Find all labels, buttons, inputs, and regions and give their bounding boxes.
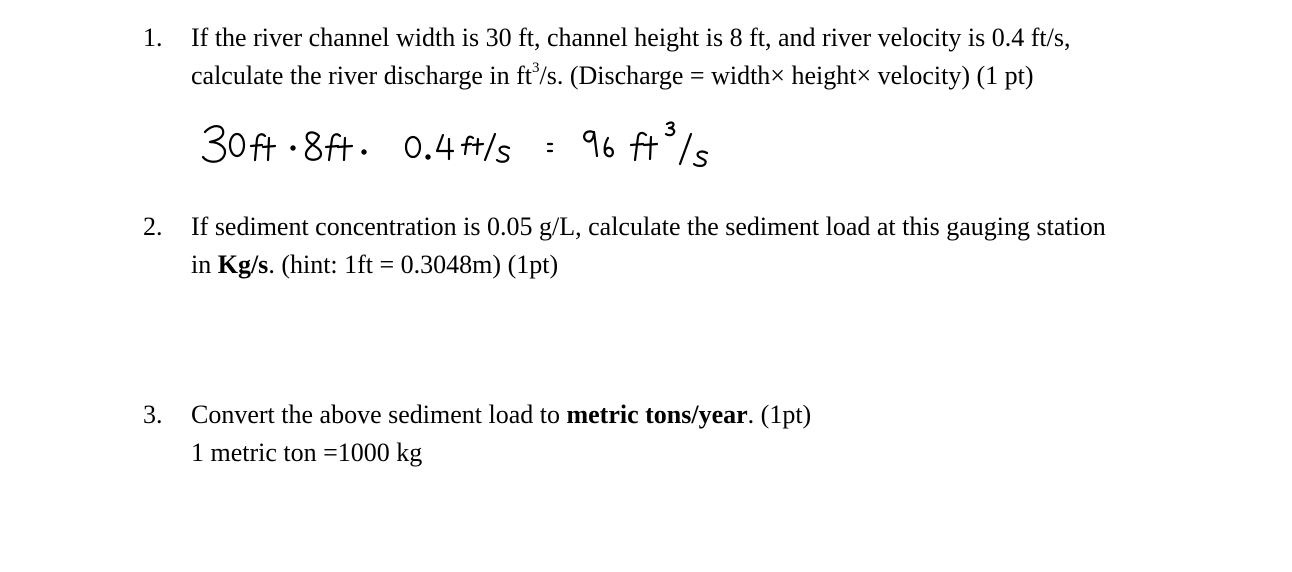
question-text bbox=[191, 208, 1286, 284]
text-run: in bbox=[191, 250, 218, 279]
bold-unit: Kg/s bbox=[217, 250, 269, 279]
question-line: If sediment concentration is 0.05 g/L, calculate the sediment load at this gauging station bbox=[191, 212, 1106, 241]
text-run: . (1pt) bbox=[747, 400, 812, 429]
bold-unit: metric tons/year bbox=[566, 400, 748, 429]
question-number: 3. bbox=[143, 400, 163, 429]
text-run: calculate the river discharge in ft bbox=[191, 61, 532, 90]
question-line: 1 metric ton =1000 kg bbox=[191, 438, 423, 467]
question-line bbox=[191, 57, 1286, 95]
text-run: Convert the above sediment load to bbox=[191, 400, 567, 429]
question-text bbox=[191, 396, 1286, 472]
handwriting-drawing bbox=[195, 112, 735, 178]
text-run: . (hint: 1ft = 0.3048m) (1pt) bbox=[268, 250, 559, 279]
question-line bbox=[191, 396, 1286, 434]
text-run: /s. (Discharge = width× height× velocity) (1 pt) bbox=[539, 61, 1034, 90]
superscript: 3 bbox=[531, 60, 540, 77]
handwritten-answer bbox=[195, 112, 735, 178]
question-number: 1. bbox=[143, 23, 163, 52]
question-line: If the river channel width is 30 ft, channel height is 8 ft, and river velocity is 0.4 ft/s, bbox=[191, 23, 1071, 52]
question-text bbox=[191, 19, 1286, 95]
question-number: 2. bbox=[143, 212, 163, 241]
question-line bbox=[191, 246, 1286, 284]
